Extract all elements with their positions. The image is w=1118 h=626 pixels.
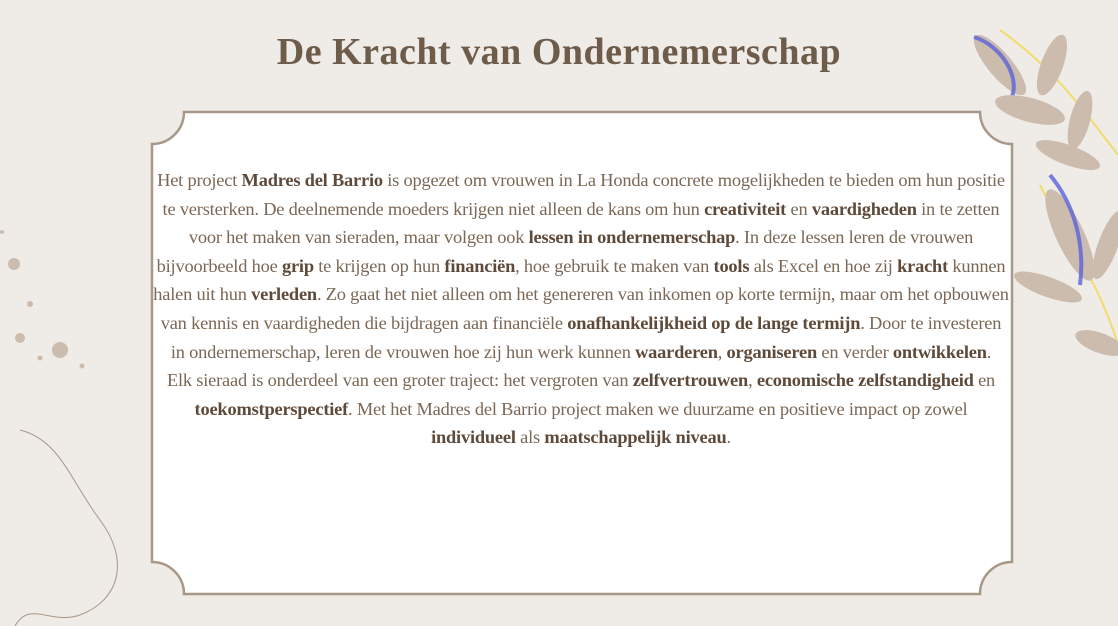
text-segment: . Door te investeren in ondernemerschap, leren de vrouwen hoe zij hun werk kunnen: [170, 312, 1002, 362]
text-segment: Elk sieraad is onderdeel van een groter traject: het vergroten van: [166, 370, 633, 391]
text-segment: , hoe gebruik te maken van: [515, 255, 714, 276]
dots-decoration-icon: [0, 220, 130, 626]
emphasis-text: organiseren: [726, 341, 817, 362]
text-segment: als Excel en hoe zij: [749, 255, 898, 276]
emphasis-text: vaardigheden: [811, 198, 917, 219]
emphasis-text: zelfvertrouwen: [632, 370, 749, 391]
emphasis-text: toekomstperspectief: [194, 398, 349, 419]
emphasis-text: kracht: [897, 255, 948, 276]
text-segment: .: [726, 427, 731, 448]
paragraph: [152, 166, 1010, 366]
text-segment: . Met het Madres del Barrio project maken we duurzame en positieve impact op zowel: [348, 398, 968, 419]
text-segment: en: [973, 370, 996, 391]
text-segment: ,: [717, 341, 727, 362]
page-title: De Kracht van Ondernemerschap: [276, 31, 842, 73]
text-segment: is opgezet om vrouwen in La Honda concrete mogelijkheden te bieden om hun positie te versterken. De deelnemende moeders krijgen niet alleen de kans om hun: [162, 170, 1005, 219]
text-segment: en verder: [816, 341, 893, 362]
text-segment: kunnen halen uit hun: [153, 255, 1006, 305]
text-segment: .: [986, 341, 992, 362]
text-segment: en: [786, 198, 812, 219]
body-text: [152, 166, 1010, 452]
emphasis-text: creativiteit: [704, 198, 787, 219]
text-segment: Het project: [157, 170, 242, 190]
text-segment: in te zetten voor het maken van sieraden, maar volgen ook: [188, 198, 1000, 248]
emphasis-text: grip: [281, 255, 314, 276]
emphasis-text: individueel: [431, 427, 516, 448]
text-segment: als: [515, 427, 545, 448]
text-segment: . Zo gaat het niet alleen om het genereren van inkomen op korte termijn, maar om het opbouwen van kennis en vaardigheden die bijdragen aan financiële: [160, 284, 1009, 333]
emphasis-text: maatschappelijk niveau: [544, 427, 727, 448]
text-segment: ,: [748, 370, 757, 391]
paragraph: [152, 366, 1010, 452]
emphasis-text: economische zelfstandigheid: [756, 370, 974, 391]
emphasis-text: verleden: [251, 284, 317, 305]
leaf-decoration-icon: [960, 25, 1118, 365]
emphasis-text: waarderen: [635, 341, 718, 362]
emphasis-text: onafhankelijkheid op de lange termijn: [567, 312, 861, 333]
emphasis-text: lessen in ondernemerschap: [528, 227, 736, 248]
emphasis-text: ontwikkelen: [892, 341, 987, 362]
text-segment: . In deze lessen leren de vrouwen bijvoorbeeld hoe: [156, 227, 974, 276]
emphasis-text: financiën: [444, 255, 516, 276]
emphasis-text: Madres del Barrio: [241, 170, 383, 190]
text-segment: te krijgen op hun: [313, 255, 445, 276]
emphasis-text: tools: [713, 255, 750, 276]
